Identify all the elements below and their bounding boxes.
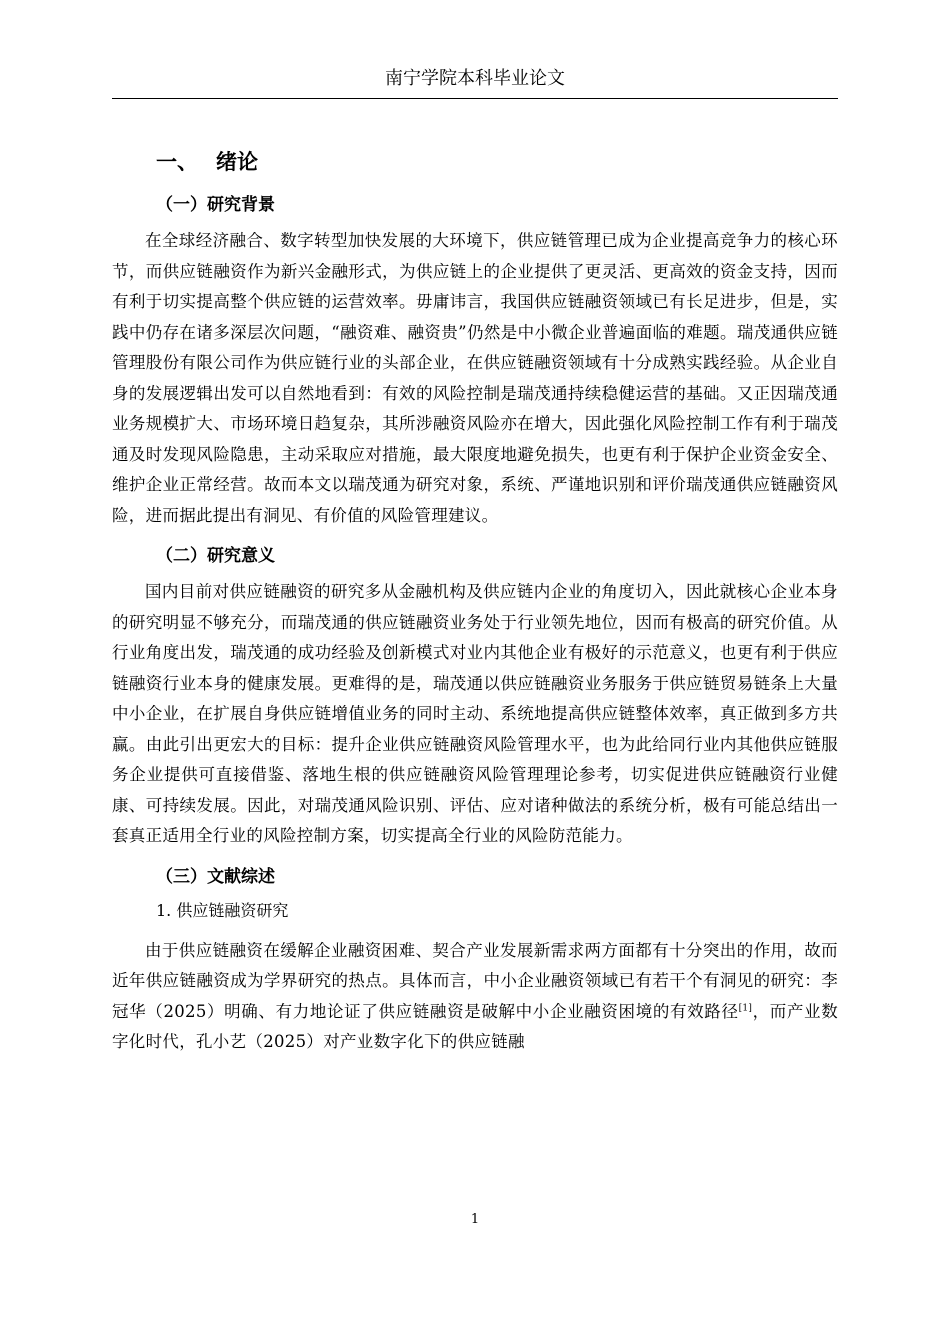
chapter-heading	[156, 146, 838, 178]
subsection-heading-supply-chain-finance: 1. 供应链融资研究	[156, 900, 289, 920]
paragraph-background: 在全球经济融合、数字转型加快发展的大环境下，供应链管理已成为企业提高竞争力的核心环节，而供应链融资作为新兴金融形式，为供应链上的企业提供了更灵活、更高效的资金支持，因而有利于切实提高整个供应链的运营效率。毋庸讳言，我国供应链融资领域已有长足进步，但是，实践中仍存在诸多深层次问题，“融资难、融资贵”仍然是中小微企业普遍面临的难题。瑞茂通供应链管理股份有限公司作为供应链行业的头部企业，在供应链融资领域有十分成熟实践经验。从企业自身的发展逻辑出发可以自然地看到：有效的风险控制是瑞茂通持续稳健运营的基础。又正因瑞茂通业务规模扩大、市场环境日趋复杂，其所涉融资风险亦在增大，因此强化风险控制工作有利于瑞茂通及时发现风险隐患，主动采取应对措施，最大限度地避免损失，也更有利于保护企业资金安全、维护企业正常经营。故而本文以瑞茂通为研究对象，系统、严谨地识别和评价瑞茂通供应链融资风险，进而据此提出有洞见、有价值的风险管理建议。	[112, 231, 838, 525]
paragraph-text-after-citation: ，而产业数字化时代，孔小艺（2025）对产业数字化下的供应链融	[112, 1001, 838, 1051]
section-heading-background: （一）研究背景	[156, 195, 275, 215]
chapter-number: 一、	[156, 150, 198, 174]
page-number: 1	[470, 1212, 480, 1227]
paragraph-literature-review	[112, 936, 838, 1058]
page-body	[112, 146, 838, 1070]
citation-marker[interactable]: [1]	[738, 1003, 753, 1013]
section-heading-significance: （二）研究意义	[156, 546, 275, 566]
page-header: 南宁学院本科毕业论文	[385, 68, 565, 89]
paragraph-text-before-citation: 由于供应链融资在缓解企业融资困难、契合产业发展新需求两方面都有十分突出的作用，故而近年供应链融资成为学界研究的热点。具体而言，中小企业融资领域已有若干个有洞见的研究：李冠华（2025）明确、有力地论证了供应链融资是破解中小企业融资困境的有效路径	[112, 940, 838, 1021]
chapter-title: 绪论	[216, 150, 258, 174]
paragraph-significance: 国内目前对供应链融资的研究多从金融机构及供应链内企业的角度切入，因此就核心企业本身的研究明显不够充分，而瑞茂通的供应链融资业务处于行业领先地位，因而有极高的研究价值。从行业角度出发，瑞茂通的成功经验及创新模式对业内其他企业有极好的示范意义，也更有利于供应链融资行业本身的健康发展。更难得的是，瑞茂通以供应链融资业务服务于供应链贸易链条上大量中小企业，在扩展自身供应链增值业务的同时主动、系统地提高供应链整体效率，真正做到多方共赢。由此引出更宏大的目标：提升企业供应链融资风险管理水平，也为此给同行业内其他供应链服务企业提供可直接借鉴、落地生根的供应链融资风险管理理论参考，切实促进供应链融资行业健康、可持续发展。因此，对瑞茂通风险识别、评估、应对诸种做法的系统分析，极有可能总结出一套真正适用全行业的风险控制方案，切实提高全行业的风险防范能力。	[112, 582, 838, 845]
header-divider	[112, 98, 838, 99]
section-heading-literature-review: （三）文献综述	[156, 866, 275, 887]
